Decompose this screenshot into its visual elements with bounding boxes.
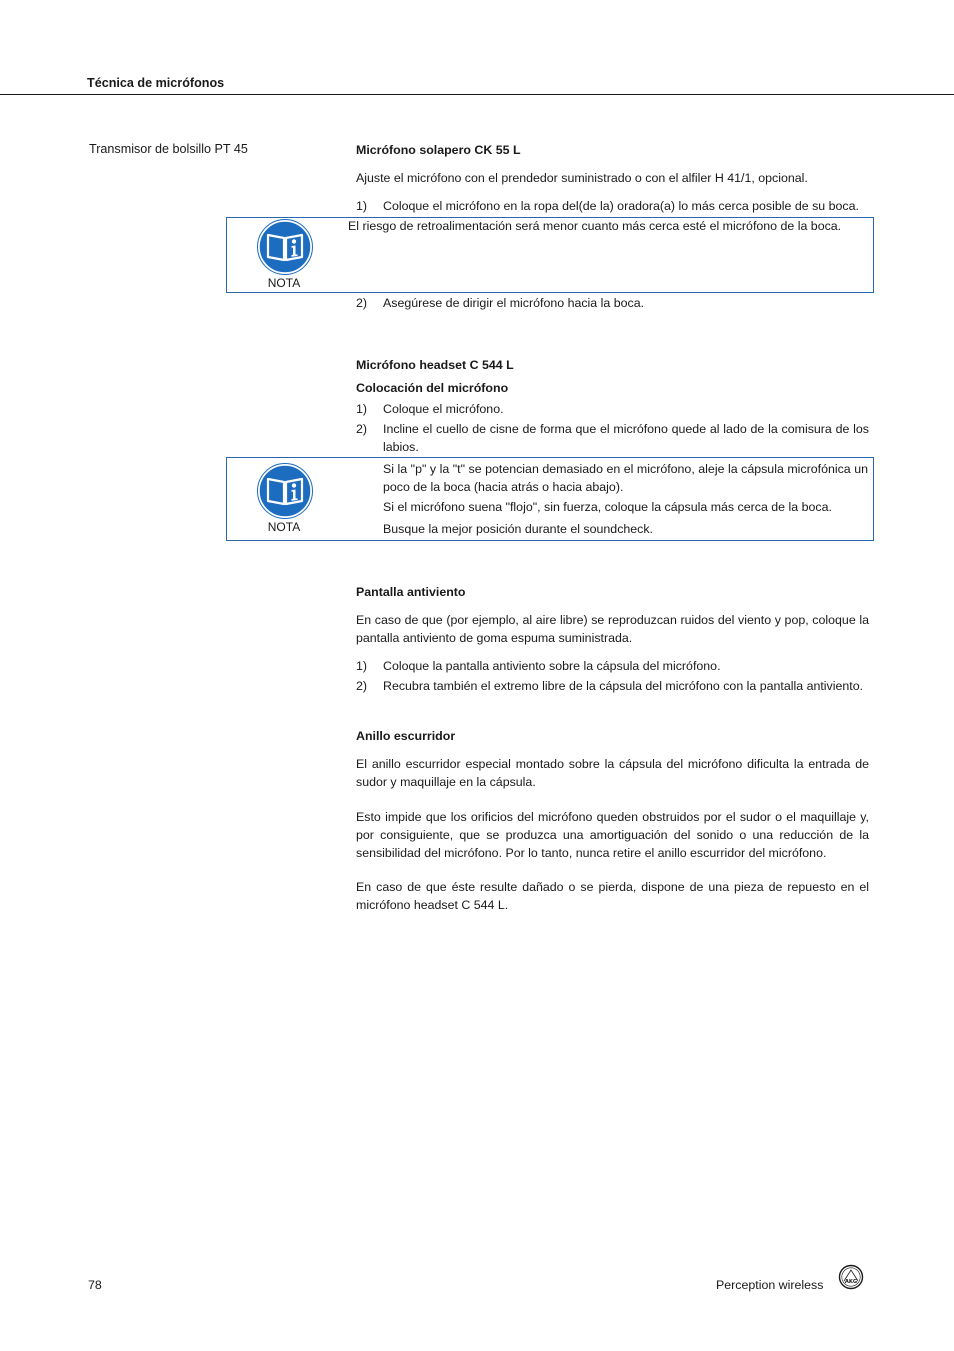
- page-number: 78: [88, 1278, 102, 1292]
- step-text: Incline el cuello de cisne de forma que el micrófono quede al lado de la comisura de los labios.: [383, 422, 869, 454]
- akg-logo-icon: [838, 1264, 864, 1290]
- sidebar-title: Transmisor de bolsillo PT 45: [89, 142, 248, 156]
- list-item: [356, 420, 869, 456]
- list-item: [356, 677, 869, 695]
- note-text-c544: [383, 460, 868, 538]
- step-number: 1): [356, 659, 368, 673]
- step-number: 1): [356, 402, 368, 416]
- step-text: Recubra también el extremo libre de la cápsula del micrófono con la pantalla antiviento.: [383, 679, 864, 693]
- ck55-step-1: [356, 197, 869, 215]
- step-text: Coloque la pantalla antiviento sobre la cápsula del micrófono.: [383, 659, 721, 673]
- note-line: Busque la mejor posición durante el soundcheck.: [383, 522, 654, 536]
- info-book-icon: [257, 219, 313, 275]
- note-line: Si el micrófono suena "flojo", sin fuerza, coloque la cápsula más cerca de la boca.: [383, 500, 832, 514]
- list-item: [356, 657, 869, 675]
- step-number: 2): [356, 422, 368, 436]
- footer-brand: Perception wireless: [716, 1278, 824, 1292]
- windscreen-intro: En caso de que (por ejemplo, al aire libre) se reproduzcan ruidos del viento y pop, coloque la pantalla antiviento de goma espuma suministrada.: [356, 613, 869, 645]
- step-number: 1): [356, 199, 368, 213]
- section-heading-c544: Micrófono headset C 544 L: [356, 358, 514, 372]
- ck55-intro: Ajuste el micrófono con el prendedor suministrado o con el alfiler H 41/1, opcional.: [356, 171, 808, 185]
- subheading-c544: Colocación del micrófono: [356, 381, 509, 395]
- windscreen-steps: [356, 657, 869, 695]
- ring-paragraph-1: El anillo escurridor especial montado sobre la cápsula del micrófono dificulta la entrada de sudor y maquillaje en la cápsula.: [356, 757, 869, 789]
- note-text-ck55: El riesgo de retroalimentación será menor cuanto más cerca esté el micrófono de la boca.: [348, 219, 842, 233]
- section-heading-windscreen: Pantalla antiviento: [356, 585, 466, 599]
- note-label: NOTA: [267, 276, 301, 290]
- list-item: [356, 400, 869, 418]
- logo-text: AKG: [844, 1279, 858, 1286]
- header-divider: [0, 94, 954, 95]
- step-text: Asegúrese de dirigir el micrófono hacia la boca.: [383, 296, 645, 310]
- step-text: Coloque el micrófono en la ropa del(de la) oradora(a) lo más cerca posible de su boca.: [383, 199, 859, 213]
- step-text: Coloque el micrófono.: [383, 402, 504, 416]
- ck55-step-2: [356, 294, 869, 312]
- step-number: 2): [356, 296, 368, 310]
- note-line: Si la "p" y la "t" se potencian demasiado en el micrófono, aleje la cápsula microfónica un poco de la boca (hacia atrás o hacia abajo).: [383, 462, 868, 494]
- section-heading-ring: Anillo escurridor: [356, 729, 456, 743]
- c544-steps: [356, 400, 869, 456]
- section-heading-ck55: Micrófono solapero CK 55 L: [356, 143, 521, 157]
- note-label: NOTA: [267, 520, 301, 534]
- ring-paragraph-2: Esto impide que los orificios del micrófono queden obstruidos por el sudor o el maquillaje y, por consiguiente, que se produzca una amortiguación del sonido o una reducción de la sensibilidad del micrófono. Por lo tanto, nunca retire el anillo escurridor del micrófono.: [356, 810, 869, 860]
- info-book-icon: [257, 463, 313, 519]
- page-header-title: Técnica de micrófonos: [87, 76, 225, 90]
- ring-paragraph-3: En caso de que éste resulte dañado o se pierda, dispone de una pieza de repuesto en el micrófono headset C 544 L.: [356, 880, 869, 912]
- step-number: 2): [356, 679, 368, 693]
